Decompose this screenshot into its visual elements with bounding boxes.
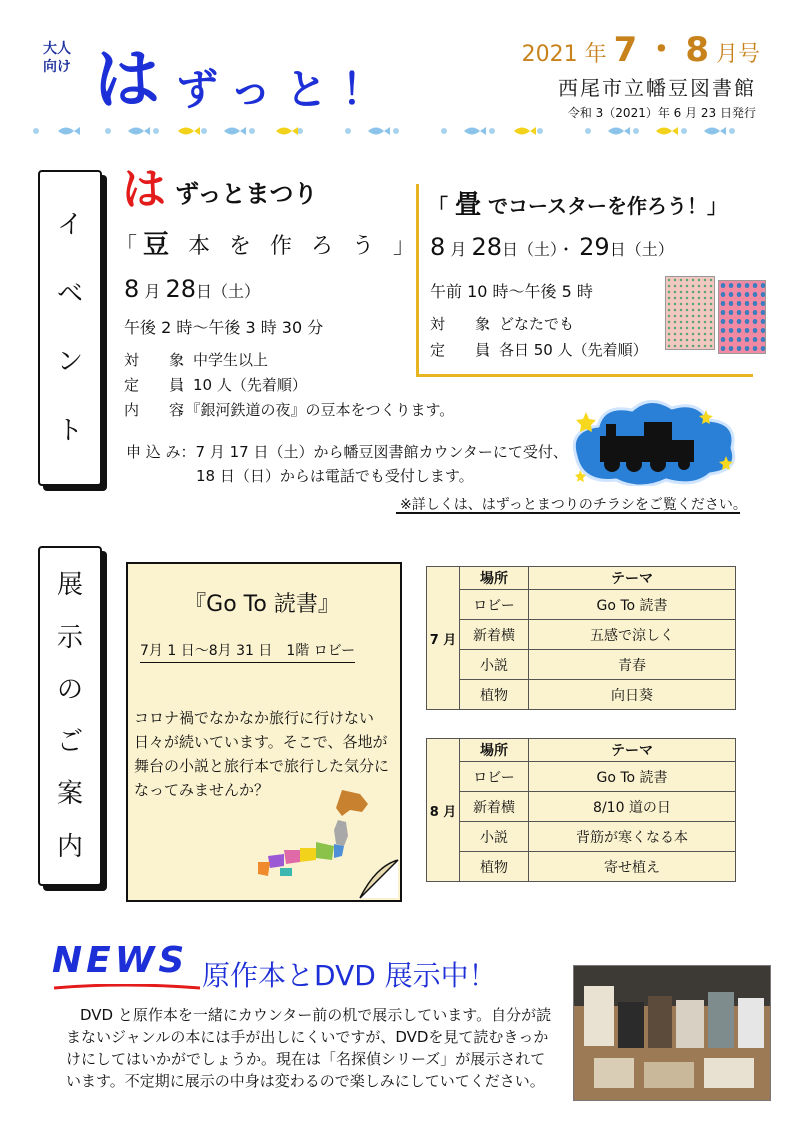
exhibit-table-august (426, 738, 736, 882)
audience-label: 大人向け (43, 41, 71, 75)
table-row: 植物 寄せ植え (427, 852, 736, 882)
issue-year-suffix: 年 (584, 42, 607, 67)
application-info: 申 込 み：7 月 17 日（土）から幡豆図書館カウンターにて受付、 18 日（日）からは電話でも受付します。 (126, 443, 568, 485)
table-row: 新着横 五感で涼しく (427, 620, 736, 650)
issue-number (520, 30, 760, 75)
news-body: DVD と原作本を一緒にカウンター前の机で展示しています。自分が読まないジャンルの本には手が出しにくいですが、DVDを見て読むきっかけにしてはいかがでしょうか。現在は「名探偵シリーズ」が展示されています。不定期に展示の中身は変わるので楽しみにしていてください。 (66, 1006, 552, 1090)
event2-title: 「 畳 でコースターを作ろう！」 (428, 190, 727, 220)
festival-title: ずっとまつり (175, 180, 318, 208)
event1-date: 8 月 28日（土） (124, 275, 261, 303)
table-row: 小説 背筋が寒くなる本 (427, 822, 736, 852)
newsletter-logo-ha: は (94, 41, 160, 118)
table-header-place: 場所 (460, 567, 529, 590)
news-logo: NEWS (52, 940, 189, 981)
section-label-event: イ ベ ン ト (38, 170, 102, 486)
event2-capacity: 定 員：各日 50 人（先着順） (430, 341, 648, 359)
event2-date: 8 月 28日（土）・ 29日（土） (430, 233, 674, 261)
publish-date: 令和 3（2021）年 6 月 23 日発行 (567, 106, 756, 120)
table-header-theme: テーマ (529, 739, 736, 762)
issue-month-1: 7 (613, 30, 638, 70)
table-header-place: 場所 (460, 739, 529, 762)
coaster-photo-1 (665, 276, 715, 350)
event1-content: 内 容：『銀河鉄道の夜』の豆本をつくります。 (124, 401, 455, 419)
see-flyer-underline (396, 512, 740, 514)
newsletter-logo-rest: ずっと！ (176, 65, 398, 114)
table-row: ロビー Go To 読書 (427, 762, 736, 792)
exhibit-title: 『Go To 読書』 (184, 592, 340, 617)
japan-map-illustration (254, 786, 384, 882)
issue-month-2: 8 (685, 30, 709, 70)
issue-dot: ・ (644, 30, 679, 70)
table-row: 新着横 8/10 道の日 (427, 792, 736, 822)
news-display-photo (573, 965, 771, 1101)
event2-time: 午前 10 時〜午後 5 時 (430, 282, 593, 301)
section-label-exhibit: 展 示 の ご 案 内 (38, 546, 102, 886)
coaster-photo-2 (718, 280, 766, 354)
issue-year: 2021 (521, 42, 578, 67)
exhibit-period: 7月 1 日〜8月 31 日 1階 ロビー (140, 640, 355, 663)
fish-divider (28, 124, 772, 138)
festival-title-ha: は (122, 164, 166, 215)
event1-time: 午後 2 時〜午後 3 時 30 分 (124, 318, 324, 337)
news-underline (52, 984, 202, 992)
news-title: 原作本とDVD 展示中！ (202, 959, 497, 992)
exhibit-description: コロナ禍でなかなか旅行に行けない日々が続いています。そこで、各地が舞台の小説と旅行本で旅行した気分になってみませんか？ (134, 709, 390, 799)
event1-target: 対 象：中学生以上 (124, 351, 269, 369)
table-header-theme: テーマ (529, 567, 736, 590)
table-row: 植物 向日葵 (427, 680, 736, 710)
steam-train-illustration (566, 396, 746, 486)
issue-suffix: 月号 (715, 42, 760, 67)
exhibit-table-july (426, 566, 736, 710)
table-month: 8 月 (427, 739, 460, 882)
table-row: 小説 青春 (427, 650, 736, 680)
event2-target: 対 象：どなたでも (430, 315, 575, 333)
table-row: ロビー Go To 読書 (427, 590, 736, 620)
table-month: 7 月 (427, 567, 460, 710)
event1-title: 「豆 本 を 作 ろ う 」 (115, 230, 422, 260)
event1-capacity: 定 員：10 人（先着順） (124, 376, 307, 394)
see-flyer-note: ※詳しくは、はずっとまつりのチラシをご覧ください。 (400, 497, 747, 513)
library-name: 西尾市立幡豆図書館 (558, 76, 756, 100)
